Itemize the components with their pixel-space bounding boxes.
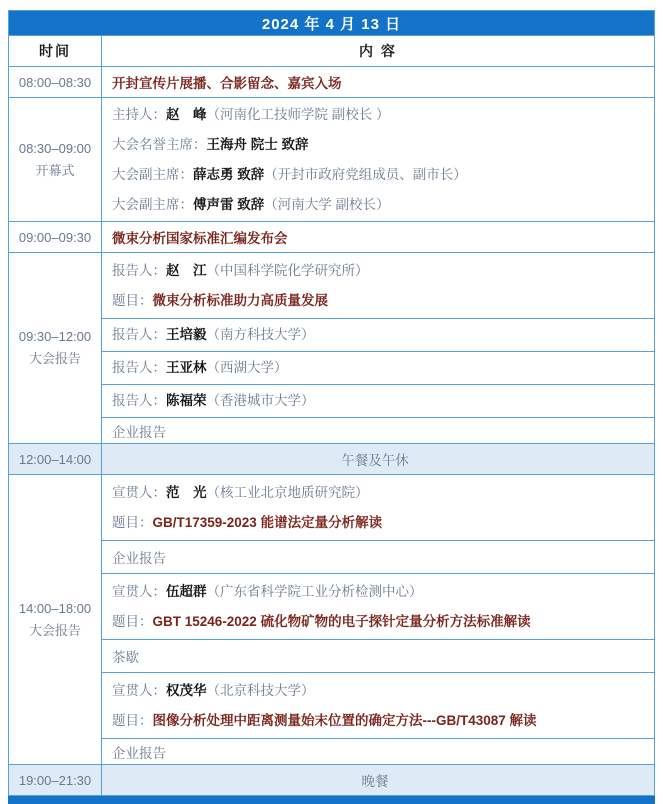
plain-item: 企业报告 [112, 424, 166, 440]
schedule-line [112, 100, 648, 130]
role-label: 报告人： [112, 360, 166, 375]
table-row [9, 98, 655, 222]
table-row [9, 319, 655, 352]
content-cell [102, 739, 655, 765]
content-cell [102, 352, 655, 385]
content-cell [102, 640, 655, 673]
content-cell [102, 541, 655, 574]
person-name: 王海舟 院士 致辞 [206, 136, 309, 152]
table-row [9, 475, 655, 541]
table-row [9, 385, 655, 418]
table-row [9, 418, 655, 444]
person-name: 赵 江 [166, 262, 207, 278]
content-cell: 晚餐 [102, 765, 655, 796]
role-label: 报告人： [112, 393, 166, 408]
table-row [9, 67, 655, 98]
time-column-header: 时间 [9, 36, 102, 67]
affiliation: （西湖大学） [206, 360, 288, 375]
schedule-line [112, 286, 648, 316]
table-row [9, 640, 655, 673]
person-name: 薛志勇 致辞 [193, 166, 265, 182]
schedule-line [112, 386, 648, 416]
table-row [9, 222, 655, 253]
column-header-row [9, 36, 655, 67]
title-label: 题目： [112, 712, 153, 728]
role-label: 主持人： [112, 106, 166, 122]
content-cell [102, 98, 655, 222]
schedule-line [112, 320, 648, 350]
person-name: 王亚林 [166, 360, 207, 375]
plain-item: 茶歇 [112, 650, 139, 665]
person-name: 赵 峰 [166, 106, 207, 122]
time-range: 08:30–09:00 [18, 140, 92, 156]
person-name: 伍超群 [166, 583, 207, 599]
time-cell: 09:00–09:30 [9, 222, 102, 253]
content-cell [102, 385, 655, 418]
role-label: 大会副主席： [112, 166, 193, 182]
time-cell [9, 98, 102, 222]
content-cell [102, 253, 655, 319]
content-column-header: 内 容 [102, 36, 655, 67]
talk-title: 微束分析标准助力高质量发展 [152, 292, 328, 308]
talk-title: 图像分析处理中距离测量始末位置的确定方法---GB/T43087 解读 [152, 712, 537, 728]
person-name: 傅声雷 致辞 [193, 196, 265, 212]
event-title: 开封宣传片展播、合影留念、嘉宾入场 [112, 76, 342, 91]
role-label: 宣贯人： [112, 682, 166, 698]
time-cell: 19:00–21:30 [9, 765, 102, 796]
plain-item: 企业报告 [112, 745, 166, 761]
schedule-line [112, 190, 648, 220]
time-cell: 08:00–08:30 [9, 67, 102, 98]
content-cell [102, 418, 655, 444]
person-name: 陈福荣 [166, 393, 207, 408]
table-row [9, 574, 655, 640]
schedule-line [112, 508, 648, 538]
content-cell [102, 574, 655, 640]
table-row [9, 253, 655, 319]
dinner-row [9, 765, 655, 796]
bottom-accent-bar [8, 796, 655, 804]
table-row [9, 673, 655, 739]
role-label: 大会副主席： [112, 196, 193, 212]
role-label: 报告人： [112, 262, 166, 278]
session-label: 大会报告 [28, 622, 81, 638]
talk-title: GB/T17359-2023 能谱法定量分析解读 [152, 514, 383, 530]
time-range: 09:30–12:00 [18, 329, 92, 344]
affiliation: （核工业北京地质研究院） [206, 484, 369, 500]
affiliation: （香港城市大学） [206, 393, 315, 408]
content-cell [102, 673, 655, 739]
title-label: 题目： [112, 514, 153, 530]
role-label: 宣贯人： [112, 484, 166, 500]
schedule-line [112, 478, 648, 508]
conference-schedule-table [8, 10, 655, 796]
content-cell [102, 222, 655, 253]
affiliation: （中国科学院化学研究所） [206, 262, 369, 278]
lunch-row [9, 444, 655, 475]
schedule-line [112, 160, 648, 190]
schedule-line [112, 577, 648, 607]
person-name: 范 光 [166, 484, 207, 500]
session-label: 开幕式 [35, 162, 75, 178]
title-label: 题目： [112, 613, 153, 629]
affiliation: （广东省科学院工业分析检测中心） [206, 583, 423, 599]
time-cell [9, 475, 102, 765]
affiliation: （河南大学 副校长） [264, 196, 390, 212]
time-range: 14:00–18:00 [18, 600, 92, 616]
date-title: 2024 年 4 月 13 日 [9, 11, 655, 36]
content-cell: 午餐及午休 [102, 444, 655, 475]
affiliation: （开封市政府党组成员、副市长） [264, 166, 467, 182]
schedule-line [112, 676, 648, 706]
table-row [9, 739, 655, 765]
time-cell: 12:00–14:00 [9, 444, 102, 475]
person-name: 权茂华 [166, 682, 207, 698]
talk-title: GBT 15246-2022 硫化物矿物的电子探针定量分析方法标准解读 [152, 613, 531, 629]
role-label: 大会名誉主席： [112, 136, 207, 152]
plain-item: 企业报告 [112, 551, 166, 566]
table-title-row [9, 11, 655, 36]
table-row [9, 541, 655, 574]
role-label: 宣贯人： [112, 583, 166, 599]
affiliation: （北京科技大学） [206, 682, 315, 698]
schedule-line [112, 353, 648, 383]
title-label: 题目： [112, 292, 153, 308]
schedule-line [112, 607, 648, 637]
content-cell [102, 67, 655, 98]
schedule-line [112, 256, 648, 286]
session-label: 大会报告 [28, 351, 81, 366]
table-row [9, 352, 655, 385]
schedule-line [112, 706, 648, 736]
content-cell [102, 475, 655, 541]
person-name: 王培毅 [166, 327, 207, 342]
affiliation: （南方科技大学） [206, 327, 315, 342]
content-cell [102, 319, 655, 352]
schedule-line [112, 130, 648, 160]
role-label: 报告人： [112, 327, 166, 342]
affiliation: （河南化工技师学院 副校长 ） [206, 106, 390, 122]
time-cell [9, 253, 102, 444]
event-title: 微束分析国家标准汇编发布会 [112, 231, 288, 246]
